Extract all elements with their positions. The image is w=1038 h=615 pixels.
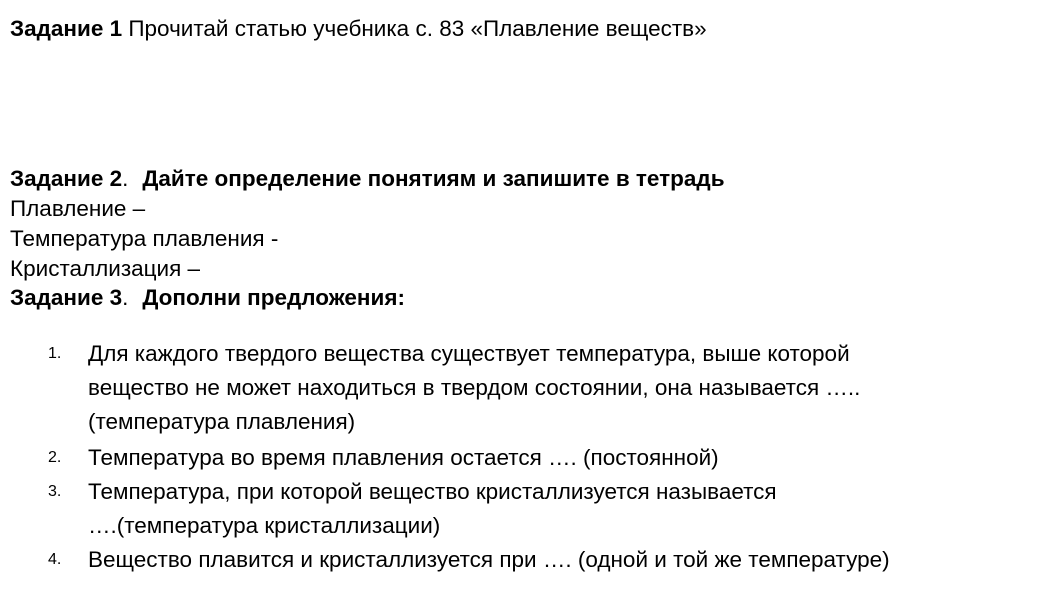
list-item-line: (температура плавления) — [88, 409, 356, 434]
task-3-heading — [10, 283, 405, 313]
task-1-label: Задание 1 — [10, 16, 123, 41]
list-item-line: Вещество плавится и кристаллизуется при …. (одной и той же температуре) — [88, 547, 890, 572]
task-3-punct: . — [122, 285, 129, 310]
list-item-text — [88, 441, 1028, 475]
term-melting-temperature: Температура плавления - — [10, 226, 279, 251]
task-3-label: Задание 3 — [10, 285, 123, 310]
task-3-title: Дополни предложения: — [142, 285, 405, 310]
list-item-text — [88, 543, 1028, 577]
task-2-label: Задание 2 — [10, 166, 123, 191]
task-2-heading — [10, 164, 725, 194]
term-melting: Плавление – — [10, 196, 146, 221]
task-2-punct: . — [122, 166, 129, 191]
list-item-line: Для каждого твердого вещества существует температура, выше которой — [88, 341, 850, 366]
list-item-text — [88, 337, 1028, 439]
list-item-line: Температура во время плавления остается …. (постоянной) — [88, 445, 719, 470]
list-item-line: ….(температура кристаллизации) — [88, 513, 441, 538]
list-item-number: 2. — [48, 449, 62, 466]
term-crystallization: Кристаллизация – — [10, 256, 201, 281]
task-1-text: Прочитай статью учебника с. 83 «Плавление веществ» — [128, 16, 707, 41]
task-2-title: Дайте определение понятиям и запишите в тетрадь — [142, 166, 725, 191]
list-item-line: вещество не может находиться в твердом состоянии, она называется ….. — [88, 375, 861, 400]
list-item-number: 4. — [48, 551, 62, 568]
list-item-number: 1. — [48, 345, 62, 362]
list-item-line: Температура, при которой вещество кристаллизуется называется — [88, 479, 777, 504]
list-item-number: 3. — [48, 483, 62, 500]
task-1-heading — [10, 14, 707, 44]
list-item-text — [88, 475, 1028, 543]
